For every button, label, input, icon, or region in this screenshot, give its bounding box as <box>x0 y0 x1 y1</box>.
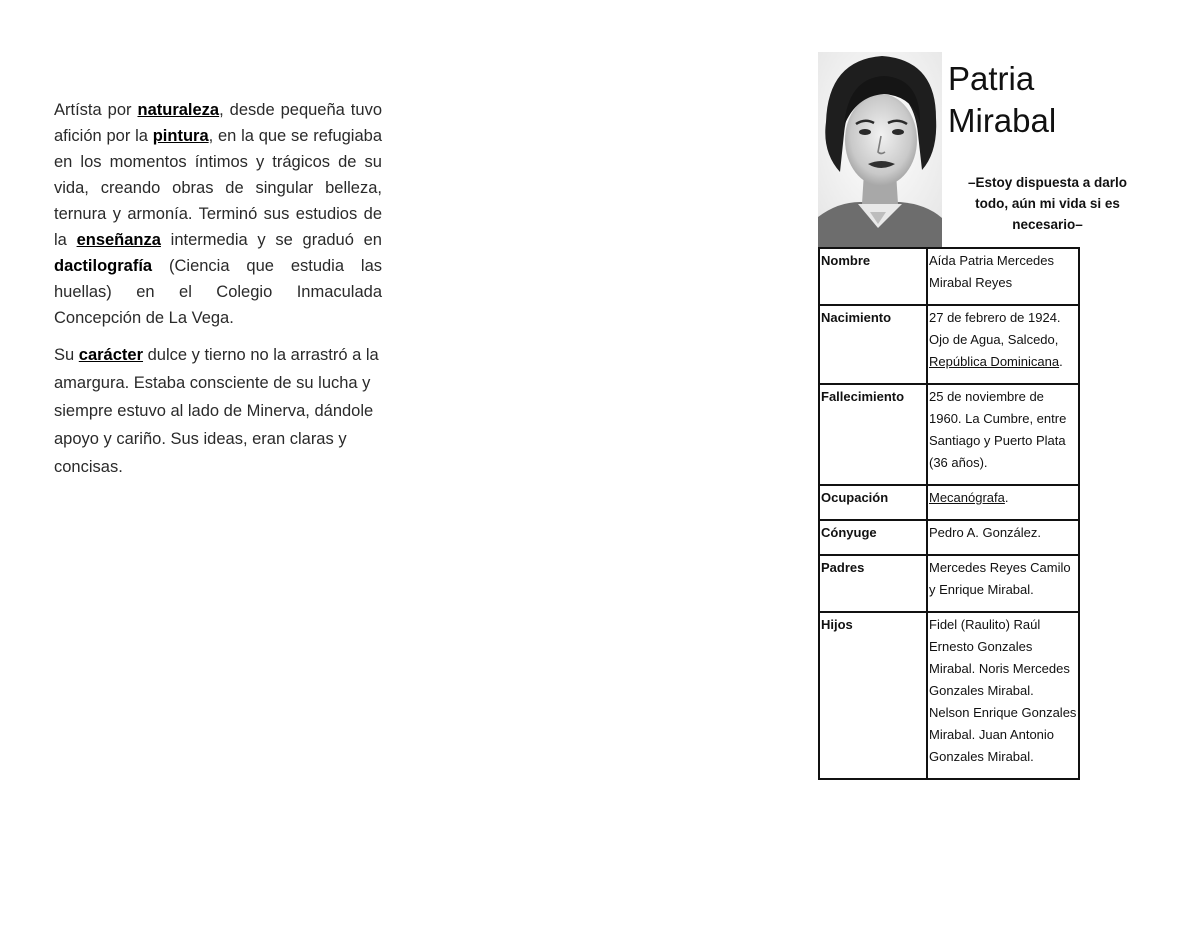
link-pintura[interactable]: pintura <box>152 127 209 145</box>
row-label: Nombre <box>819 248 927 305</box>
row-value: Pedro A. González. <box>927 520 1079 555</box>
row-label: Padres <box>819 555 927 612</box>
table-row <box>819 555 1079 612</box>
page-title <box>948 58 1056 142</box>
text-run: , en la que se refugiaba en los momentos íntimos y trágicos de su vida, creando obras de singular belleza, ternura y armonía. Terminó sus estudios de la <box>54 127 383 249</box>
keyword-dactilografia: dactilografía <box>54 257 153 275</box>
text-run: Artísta por <box>54 101 138 119</box>
row-label: Ocupación <box>819 485 927 520</box>
text-run: . <box>1004 490 1009 505</box>
title-line-2: Mirabal <box>948 102 1057 139</box>
text-run: (Ciencia que estudia las huellas) en el Colegio Inmaculada Concepción de La Vega. <box>54 257 382 327</box>
row-value: Mercedes Reyes Camilo y Enrique Mirabal. <box>927 555 1079 612</box>
text-run: (36 años). <box>929 455 988 470</box>
table-row <box>819 485 1079 520</box>
row-label: Cónyuge <box>819 520 927 555</box>
text-run: dulce y tierno no la arrastró a la amargura. Estaba consciente de su lucha y siempre estuvo al lado de Minerva, dándole apoyo y cariño. Sus ideas, eran claras y concisas. <box>54 346 379 476</box>
woman-portrait-icon <box>818 52 942 248</box>
text-run: 25 de noviembre de 1960. La Cumbre, entre Santiago y Puerto Plata <box>929 389 1067 448</box>
row-label: Nacimiento <box>819 305 927 384</box>
text-run: Su <box>54 346 79 364</box>
text-run: , desde pequeña tuvo afición por la <box>54 101 382 145</box>
title-line-1: Patria <box>948 60 1035 97</box>
biography-text <box>54 97 382 481</box>
table-row <box>819 612 1079 779</box>
biography-paragraph-2 <box>54 341 382 481</box>
text-run: 27 de febrero de 1924. Ojo de Agua, Salcedo, <box>929 310 1061 347</box>
biography-paragraph-1 <box>54 97 382 331</box>
table-row <box>819 305 1079 384</box>
table-row <box>819 384 1079 485</box>
link-republica-dominicana[interactable]: República Dominicana <box>929 354 1060 369</box>
row-value <box>927 384 1079 485</box>
row-value: Aída Patria Mercedes Mirabal Reyes <box>927 248 1079 305</box>
link-ensenanza[interactable]: enseñanza <box>76 231 161 249</box>
table-row <box>819 248 1079 305</box>
row-value <box>927 305 1079 384</box>
portrait-photo <box>818 52 942 248</box>
link-mecanografa[interactable]: Mecanógrafa <box>929 490 1005 505</box>
link-caracter[interactable]: carácter <box>78 346 144 364</box>
row-value <box>927 485 1079 520</box>
table-row <box>819 520 1079 555</box>
row-value: Fidel (Raulito) Raúl Ernesto Gonzales Mirabal. Noris Mercedes Gonzales Mirabal. Nelson Enrique Gonzales Mirabal. Juan Antonio Gonzales Mirabal. <box>927 612 1079 779</box>
link-naturaleza[interactable]: naturaleza <box>137 101 220 119</box>
text-run: . <box>1059 354 1063 369</box>
row-label: Fallecimiento <box>819 384 927 485</box>
quote: –Estoy dispuesta a darlo todo, aún mi vida si es necesario– <box>967 175 1128 232</box>
info-table <box>818 247 1080 780</box>
row-label: Hijos <box>819 612 927 779</box>
text-run: intermedia y se graduó en <box>160 231 382 249</box>
